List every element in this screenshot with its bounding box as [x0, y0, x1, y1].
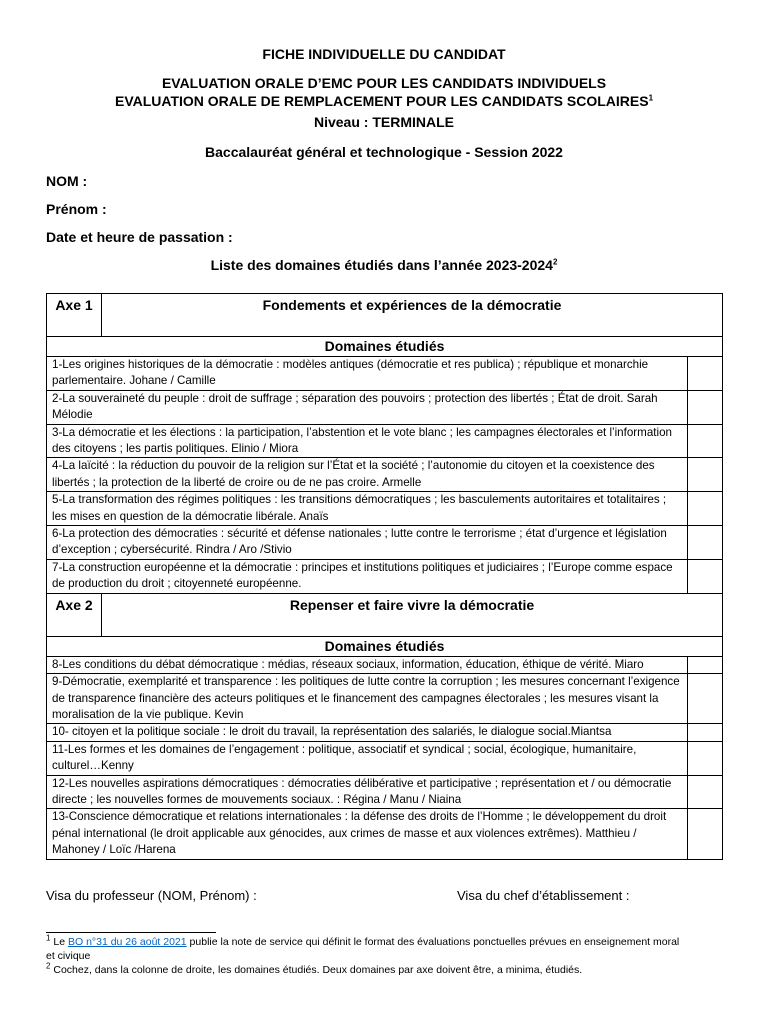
visa-chef-etablissement: Visa du chef d’établissement :	[457, 888, 630, 903]
header-line-1: EVALUATION ORALE D’EMC POUR LES CANDIDATS INDIVIDUELS	[161, 75, 607, 91]
footnote-ref-1: 1	[648, 93, 654, 103]
footnote-1	[46, 933, 686, 963]
bo-link[interactable]: BO n°31 du 26 août 2021	[67, 936, 187, 948]
domain-4-checkbox[interactable]	[688, 458, 723, 492]
domain-row	[47, 656, 723, 673]
footnote-2-text: Cochez, dans la colonne de droite, les domaines étudiés. Deux domaines par axe doivent être, a minima, étudiés.	[53, 964, 583, 976]
domain-row	[47, 458, 723, 492]
domain-10-checkbox[interactable]	[688, 724, 723, 741]
visa-professeur: Visa du professeur (NOM, Prénom) :	[46, 888, 257, 903]
domain-6-checkbox[interactable]	[688, 526, 723, 560]
footnote-1-number: 1	[46, 933, 51, 943]
domain-1-text: 1-Les origines historiques de la démocratie : modèles antiques (démocratie et res publica) ; république et monarchie parlementaire. Johane / Camille	[47, 357, 688, 391]
domain-9-checkbox[interactable]	[688, 674, 723, 724]
domain-12-checkbox[interactable]	[688, 775, 723, 809]
domain-row	[47, 724, 723, 741]
axe-2-domaines-heading: Domaines étudiés	[47, 636, 723, 656]
domain-12-text: 12-Les nouvelles aspirations démocratiques : démocraties délibérative et participative ; représentation et / ou démocratie directe ; les nouvelles formes de mouvements sociaux. : Régina / Manu / Niaina	[47, 775, 688, 809]
domain-5-text: 5-La transformation des régimes politiques : les transitions démocratiques ; les basculements autoritaires et totalitaires ; les mises en question de la démocratie libérale. Anaïs	[47, 492, 688, 526]
header-line-2	[0, 93, 768, 110]
domain-row	[47, 809, 723, 859]
domain-1-checkbox[interactable]	[688, 357, 723, 391]
domain-row	[47, 357, 723, 391]
domain-2-text: 2-La souveraineté du peuple : droit de suffrage ; séparation des pouvoirs ; protection des libertés ; État de droit. Sarah Mélodie	[47, 390, 688, 424]
domain-13-checkbox[interactable]	[688, 809, 723, 859]
document-title: FICHE INDIVIDUELLE DU CANDIDAT	[262, 46, 506, 62]
domains-table	[46, 293, 723, 860]
domain-row	[47, 559, 723, 593]
domain-6-text: 6-La protection des démocraties : sécurité et défense nationales ; lutte contre le terrorisme ; état d’urgence et législation d’exception ; cybersécurité. Rindra / Aro /Stivio	[47, 526, 688, 560]
bac-session: Baccalauréat général et technologique - Session 2022	[205, 144, 563, 160]
footnote-1-pre: Le	[53, 936, 66, 948]
axe-1-sub-row	[47, 337, 723, 357]
domain-row	[47, 424, 723, 458]
axe-2-header-row	[47, 593, 723, 636]
domain-11-checkbox[interactable]	[688, 741, 723, 775]
prenom-label: Prénom :	[46, 201, 107, 217]
domain-row	[47, 741, 723, 775]
domain-3-text: 3-La démocratie et les élections : la participation, l’abstention et le vote blanc ; les campagnes électorales et l’information des citoyens ; les partis politiques. Elinio / Miora	[47, 424, 688, 458]
domain-10-text: 10- citoyen et la politique sociale : le droit du travail, la représentation des salariés, le dialogue social.Miantsa	[47, 724, 688, 741]
domain-2-checkbox[interactable]	[688, 390, 723, 424]
domain-5-checkbox[interactable]	[688, 492, 723, 526]
list-title	[0, 257, 768, 274]
domain-row	[47, 492, 723, 526]
domain-11-text: 11-Les formes et les domaines de l’engagement : politique, associatif et syndical ; social, écologique, humanitaire, culturel…Kenny	[47, 741, 688, 775]
header-line-2-text: EVALUATION ORALE DE REMPLACEMENT POUR LES CANDIDATS SCOLAIRES	[114, 93, 649, 109]
domain-4-text: 4-La laïcité : la réduction du pouvoir de la religion sur l’État et la société ; l’autonomie du citoyen et la coexistence des libertés ; la protection de la liberté de croire ou de ne pas croire. Armelle	[47, 458, 688, 492]
domain-row	[47, 526, 723, 560]
axe-1-header-row	[47, 294, 723, 337]
axe-2-sub-row	[47, 636, 723, 656]
domain-row	[47, 775, 723, 809]
list-title-text: Liste des domaines étudiés dans l’année 2023-2024	[210, 257, 553, 273]
domain-9-text: 9-Démocratie, exemplarité et transparence : les politiques de lutte contre la corruption ; les mesures concernant l’exigence de transparence financière des acteurs politiques et le financement des campagnes électorales ; les mesures visant la moralisation de la vie publique. Kevin	[47, 674, 688, 724]
domain-13-text: 13-Conscience démocratique et relations internationales : la défense des droits de l’Homme ; le développement du droit pénal international (le droit applicable aux génocides, aux crimes de masse et aux violences extrêmes). Matthieu / Mahoney / Loïc /Harena	[47, 809, 688, 859]
axe-1-domaines-heading: Domaines étudiés	[47, 337, 723, 357]
axe-2-title: Repenser et faire vivre la démocratie	[102, 593, 723, 636]
axe-1-title: Fondements et expériences de la démocratie	[102, 294, 723, 337]
footnote-1-text: publie la note de service qui définit le format des évaluations ponctuelles prévues en enseignement moral et civique	[46, 936, 680, 962]
footnote-2-number: 2	[46, 961, 51, 971]
footnote-separator	[46, 932, 216, 933]
domain-row	[47, 390, 723, 424]
domain-3-checkbox[interactable]	[688, 424, 723, 458]
footnote-ref-2: 2	[552, 257, 558, 267]
date-label: Date et heure de passation :	[46, 229, 233, 245]
niveau: Niveau : TERMINALE	[313, 114, 454, 130]
domain-7-text: 7-La construction européenne et la démocratie : principes et institutions politiques et judiciaires ; l’Europe comme espace de production du droit ; citoyenneté européenne.	[47, 559, 688, 593]
domain-8-text: 8-Les conditions du débat démocratique : médias, réseaux sociaux, information, éducation, éthique de vérité. Miaro	[47, 656, 688, 673]
axe-1-label: Axe 1	[47, 294, 102, 337]
nom-label: NOM :	[46, 173, 88, 189]
footnote-2	[46, 961, 686, 978]
domain-7-checkbox[interactable]	[688, 559, 723, 593]
axe-2-label: Axe 2	[47, 593, 102, 636]
domain-row	[47, 674, 723, 724]
domain-8-checkbox[interactable]	[688, 656, 723, 673]
